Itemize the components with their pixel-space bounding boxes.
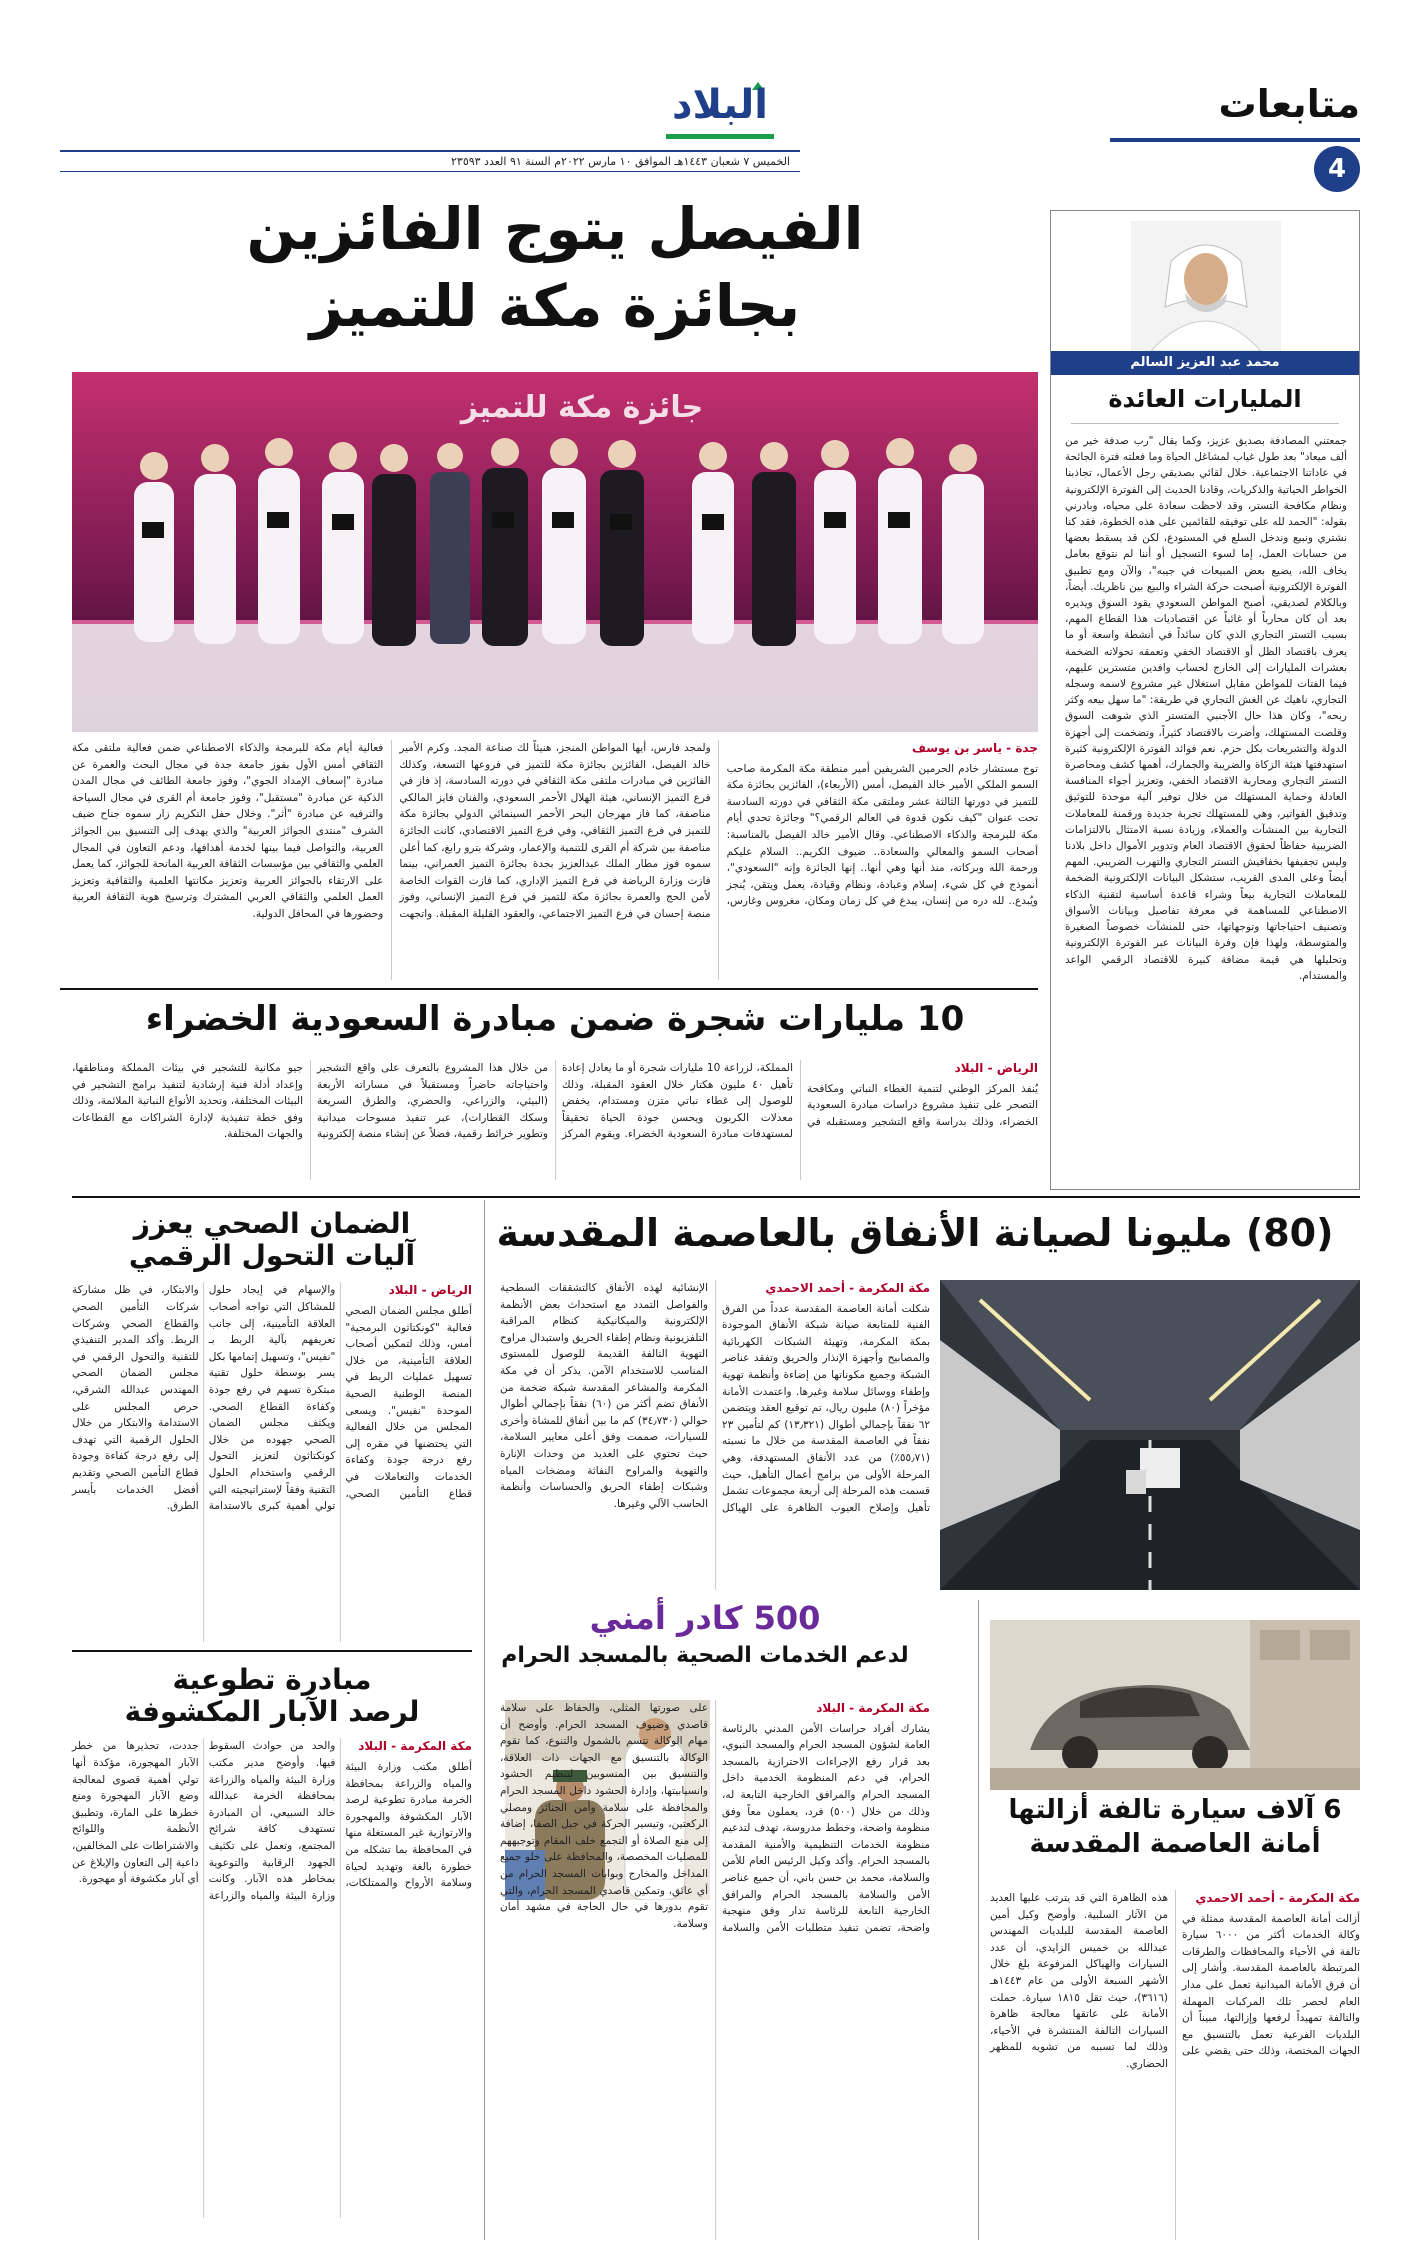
health-byline: الرياض - البلاد [388,1283,472,1298]
security-headline-line-2: لدعم الخدمات الصحية بالمسجد الحرام [501,1642,909,1668]
health-text: أطلق مجلس الضمان الصحي فعالية "كونكتاثون البرمجية" أمس، وذلك لتمكين أصحاب العلاقة التأمينية، من خلال تسهيل عمليات الربط في المنصة الوطنية الصحية الموحدة "نفيس". ويسعى المجلس من خلال الفعالية التي يحتضنها في مقره إلى رفع درجة جودة وكفاءة الخدمات والتعاملات في قطاع التأمين الصحي، والإسهام في إيجاد حلول للمشاكل التي تواجه أصحاب العلاقة التأمينية، إلى جانب تعريفهم بآلية الربط بـ "نفيس"، وتسهيل إتمامها بكل يسر بوسطة حلول تقنية مبتكرة تسهم في رفع جودة وكفاءة القطاع الصحي. ويكثف مجلس الضمان الصحي جهوده من خلال كونكتاثون لتعزيز التحول الرقمي واستخدام الحلول التقنية وفقاً لإستراتيجيته التي تولي أهمية كبرى بالاستدامة والابتكار، في ظل مشاركة شركات التأمين الصحي والقطاع الصحي وشركات الربط. وأكد المدير التنفيذي للتقنية والتحول الرقمي في مجلس الضمان الصحي المهندس عبدالله الشرقي، حرص المجلس على الاستدامة والابتكار من خلال الحلول الرقمية التي تهدف إلى رفع درجة كفاءة وجودة قطاع التأمين الصحي وتقديم أفضل الخدمات بأيسر الطرق. [72,1284,472,1513]
security-byline: مكة المكرمة - البلاد [816,1701,930,1715]
tunnels-headline: (80) مليونا لصيانة الأنفاق بالعاصمة المقدسة [496,1211,1334,1255]
logo [660,78,780,148]
column-text: جمعتني المصادفة بصديق عزيز، وكما يقال "رب صدفة خير من ألف ميعاد" بعد طول غياب لمشاغل الحياة وما فعلته فترة الجائحة في عاداتنا الاجتماعية. خلال لقائي بصديقي رجل الأعمال، تجاذبنا الخواطر الحياتية والذكريات، وقادنا الحديث إلى الفوترة الإلكترونية ونظام مكافحة التستر، وقد لاحظت سعادة على محياه، وبادرني بقوله: "الحمد لله على توفيقه للقائمين على هذه الخطوة، فقد كنا نشتري ونبيع وندخل السلع في المستودع، لكن قد يسقط بعضها من حسابات العمل، إما لسوء التسجيل أو أننا لم نتوقع بعامل يخاف الله، يضيع بعض المبيعات في جيبه"، والآن ومع تطبيق الفوترة الإلكترونية أصبحت حركة الشراء والبيع بين ناظريك. أيضاً، وبالكلام لصديقي، أصبح المواطن السعودي يقود السوق ويديره بعد أن كان محارباً أو غائباً عن اقتصاديات هذا القطاع المهم، بسبب التستر التجاري الذي كان سائداً في أنشطة واسعة أو ما يعرف باقتصاد الظل أو الاقتصاد الخفي وتعمقه تحولاته الضخمة بعشرات المليارات إلى الخارج لحساب وافدين متسترين عليهم، فيما الفتات للمواطن مقابل استغلال غير مشروع لاسمه وسجله التجاري، ناهيك عن الغش التجاري في طريقة: "ما سهل بيعه وكثر ربحه"، وكان هذا حال الأجنبي المتستر الذي شوهت السوق وقلصت المستهلك، وأضرت بالاقتصاد كثيراً، وتضخمت إلى أجهزة الدولة والتشريعات بكل حزم. نعم فوائد الفوترة الإلكترونية كثيرة استهدفتها هيئة الزكاة والضريبة والجمارك، أهمها كشف ومحاصرة التستر التجاري ومحاربة الاقتصاد الخفي، وتعزيز أجواء المنافسة العادلة وحماية المستهلك من خلال توفير آلية موحدة للتوثيق وتدقيق الفواتير، وهي للمستهلك تجربة جديدة ورقمنة للمعاملات التجارية بين المنشآت والعملاء، وزيادة نسبة الامتثال بالالتزامات الضريبية حفاظاً لحقوق الاقتصاد العام وتدوير الأموال داخل بلادنا وليس تجفيفها بخفافيش التستر التجاري والتهرب الضريبي. المهم أيضاً وعلى المدى القريب، ستشكل البيانات الإلكترونية الضخمة للمعاملات التجارية بيعاً وشراء قاعدة أساسية لتقنية الذكاء الاصطناعي للمساهمة في معرفة تفاصيل وبيانات الأسواق وتصنيف احتياجاتها وتوجهاتها، حتى للمنشآت خصوصاً الصغيرة والمتوسطة، ولهذا فإن وفرة البيانات عبر الفوترة الإلكترونية وتحليلها هي قيمة مضافة كبيرة للاقتصاد الرقمي الواعد والمستدام. [1065,435,1347,982]
lead-body [72,740,1038,980]
health-headline-line-1: الضمان الصحي يعزز [133,1207,411,1240]
security-headline-line-1: 500 كادر أمني [589,1599,821,1637]
health-headline-line-2: آليات التحول الرقمي [128,1239,416,1273]
page-number: 4 [1327,154,1347,184]
wells-text: أطلق مكتب وزارة البيئة والمياه والزراعة بمحافظة الخرمة مبادرة تطوعية لرصد الآبار المكشوفة والمهجورة والارتوازية غير المستغلة منها في المحافظة بما تشكله من خطورة بالغة وتهديد لحياة وسلامة الأرواح والممتلكات، والحد من حوادث السقوط فيها. وأوضح مدير مكتب وزارة البيئة والمياه والزراعة بمحافظة الخرمة عبدالله خالد السبيعي، أن المبادرة تستهدف كافة شرائح المجتمع، وتعمل على تكثيف الجهود الرقابية والتوعوية بمخاطر هذه الآبار. وكانت وزارة البيئة والمياه والزراعة جددت، تحذيرها من خطر الآبار المهجورة، مؤكدة أنها تولي أهمية قصوى لمعالجة وضع الآبار المهجورة ومنع خطرها على المارة، وتطبيق الأنظمة واللوائح والاشتراطات على المخالفين، داعية إلى التعاون والإبلاغ عن أي آبار مكشوفة أو مهجورة. [72,1740,472,1902]
lead-headline [60,196,1050,366]
wells-headline-line-2: لرصد الآبار المكشوفة [124,1695,420,1729]
burned-cars-text: أزالت أمانة العاصمة المقدسة ممثلة في وكالة الخدمات أكثر من ٦٠٠٠ سيارة تالفة في الأحياء والمحافظات والطرقات المرتبطة بالعاصمة المقدسة. وأشار إلى أن فرق الأمانة الميدانية تعمل على مدار العام لحصر تلك المركبات المهملة والتالفة تمهيداً لرفعها وإزالتها، مبيناً أن البلديات الفرعية تعمل بالتنسيق مع الجهات المختصة، وذلك حتى يقضي على هذه الظاهرة التي قد يترتب عليها العديد من الآثار السلبية. وأوضح وكيل أمين العاصمة المقدسة للبلديات المهندس عبدالله بن خميس الزايدي، أن عدد السيارات والهياكل المرفوعة بلغ خلال الأشهر السبعة الأولى من عام ١٤٤٣هـ (٣٦١٦)، حيث تقل ١٨١٥ سيارة. حملت الأمانة على عاتقها معالجة ظاهرة السيارات التالفة المنتشرة في الأحياء، وذلك لما تسببه من تشويه للمظهر الحضاري. [990,1892,1360,2070]
wells-byline: مكة المكرمة - البلاد [358,1739,472,1754]
lead-text: توج مستشار خادم الحرمين الشريفين أمير منطقة مكة المكرمة صاحب السمو الملكي الأمير خالد الفيصل، أمس (الأربعاء)، الفائزين بجائزة مكة للتميز في دورتها الثالثة عشر وملتقى مكة الثقافي في دورته السادسة تحت عنوان "كيف نكون قدوة في العالم الرقمي؟" وجائزة تحدي أيام مكة للبرمجة والذكاء الاصطناعي. وقال الأمير خالد الفيصل بالمناسبة: أصحاب السمو والمعالي والسعادة.. ضيوف الكريم.. السلام عليكم ورحمة الله وبركاته، منذ أنها وهي أنها.. إنها الجائزة وإنه "السعودي"، أنموذج في كل شيء، إسلام وعبادة، ونظام وقيادة، يعمل ويتقن، يُنجز ويُبدع.. لله دره من إنسان، يبدع في كل زمان ومكان، مغروس وغارس، ولمجد فارس، أيها المواطن المنجز، هنيئاً لك صناعة المجد. وكرم الأمير خالد الفيصل، الفائزين بجائزة مكة للتميز في فروعها التسعة، وكذلك الفائزين في مبادرات ملتقى مكة الثقافي في دورته السادسة، إذ فاز في فرع التميز الإنساني، هيئة الهلال الأحمر السعودي، والفنان فايز المالكي مناصفة، كما فاز مهرجان البحر الأحمر السينمائي الدولي بجائزة مكة للتميز في فرع التميز الثقافي، وفي فرع التميز الاقتصادي، كانت الجائزة مناصفة بين شركة أم القرى للتنمية والإعمار، وشركة بترو رابغ، كما أعلن سموه فوز مطار الملك عبدالعزيز بجدة بجائزة التميز العمراني، بينما فازت وزارة الرياضة في فرع التميز الإداري، كما فازت القوات الخاصة لأمن الحج والعمرة بجائزة مكة للتميز في فرع التميز الإنساني، وفوز منصة إحسان في فرع التميز الاجتماعي، والعقود القليلة المقبلة. واتجهت فعالية أيام مكة للبرمجة والذكاء الاصطناعي ضمن فعالية ملتقى مكة الثقافي أمس الأول بفوز جامعة جدة في مجال البحث والعمرة عن مبادرة "إسعاف الإمداد الجوي"، وفوز جامعة الطائف في مجال المدن الذكية عن مبادرة "مستقبل"، وفوز جامعة أم القرى في مجال السياحة والترفيه عن مبادرة "أثر". وخلال حفل التكريم زار سموه جناح ضيف الشرف "منتدى الجوائز العربية" والذي يهدف إلى التنسيق بين الجوائز العربية، والتواصل فيما بينها لخدمة أهدافها، ودعم التعاون في المجال العلمي والثقافي بين مؤسسات الثقافة العربية المانحة للجوائز، كما يعمل على الارتقاء بالجوائز العربية وتعزيز مكانتها العلمية والثقافية وتعزيز العمل العلمي والثقافي العربي المشترك وترسيخ هوية الثقافة العربية وحضورها في المحافل الدولية. [72,742,1038,920]
tunnels-byline: مكة المكرمة - أحمد الاحمدي [765,1281,930,1295]
section-label: متابعات [1218,82,1360,126]
lead-headline-line-2: بجائزة مكة للتميز [309,271,801,340]
stage-text: جائزة مكة للتميز [460,390,704,425]
tunnel-photo [940,1280,1360,1590]
burned-cars-headline-line-1: 6 آلاف سيارة تالفة أزالتها [1008,1795,1342,1825]
trees-headline: 10 مليارات شجرة ضمن مبادرة السعودية الخضراء [145,999,965,1039]
lead-byline: جدة - ياسر بن يوسف [911,741,1038,755]
column-title: المليارات العائدة [1108,385,1302,413]
lead-photo [72,372,1038,732]
security-body [500,1700,930,2240]
burned-cars-headline-line-2: أمانة العاصمة المقدسة [1029,1828,1321,1859]
tunnels-body [500,1280,930,1590]
burned-cars-body [990,1890,1360,2240]
dateline-bar [60,150,800,172]
author-name: محمد عبد العزيز السالم [1130,355,1280,370]
trees-byline: الرياض - البلاد [954,1061,1038,1075]
author-portrait-icon [1131,221,1281,351]
tunnels-text: شكلت أمانة العاصمة المقدسة عدداً من الفرق الفنية للمتابعة صيانة شبكة الأنفاق الموجودة بمكة المكرمة، وتهيئة الشبكات الكهربائية والمصابيح وأجهزة الإنذار والحريق وتفقد عناصر الشبكة وجميع مكوناتها من إضاءة وأنظمة تهوية وإطفاء ووسائل سلامة وغيرها. واعتمدت الأمانة مؤخراً (٨٠) مليون ريال، تم توقيع العقد ويتضمن ٦٢ نفقاً بإجمالي أطوال (١٣٫٣٢١) كم لتأمين ٢٣ نفقاً في العاصمة المقدسة من خلال ما نسبته (٥٥٫٧١٪) من عدد الأنفاق المستهدفة، وهي المرحلة الأولى من برامج أعمال التأهيل، حيث قسمت هذه المرحلة إلى أربعة مجموعات تشمل تأهيل وإصلاح العيوب الظاهرة على الهياكل الإنشائية لهذه الأنفاق كالتشققات السطحية والفواصل التمدد مع استحداث بعض الأنظمة الإلكترونية والميكانيكية كنظام المراقبة التلفزيونية ونظام إطفاء الحريق واستبدال مراوح التهوية التالفة القديمة للوصول للمستوى المناسب للاستخدام الآمن. يذكر أن في مكة المكرمة والمشاعر المقدسة شبكة ضخمة من الأنفاق تضم أكثر من (٦٠) نفقاً بإجمالي أطوال حوالي (٣٤٫٧٣٠) كم ما بين أنفاق للمشاة وأخرى للسيارات، صممت وفق أعلى معايير السلامة، حيث تحتوي على العديد من وحدات الإنارة والتهوية والمراوح النفاثة ومضخات المياه وشبكات إطفاء الحريق والحساسات وأنظمة الحاسب الآلي وغيرها. [500,1282,930,1514]
burned-car-image [990,1620,1360,1790]
wells-story [72,1656,472,2246]
lead-headline-line-1: الفيصل يتوج الفائزين [246,195,864,263]
burned-cars-headline [990,1796,1360,1886]
section-underline [1110,138,1360,142]
health-story [72,1196,472,1646]
logo-text: البلاد [672,82,768,128]
burned-cars-byline: مكة المكرمة - أحمد الاحمدي [1195,1891,1360,1905]
opinion-column [1050,210,1360,1190]
author-name-bar [1051,351,1359,375]
tunnel-image [940,1280,1360,1590]
award-ceremony-image [72,372,1038,732]
trees-text: يُنفذ المركز الوطني لتنمية الغطاء النباتي ومكافحة التصحر على تنفيذ مشروع دراسات مبادرة السعودية الخضراء، وذلك بدراسة واقع التشجير ومستقبله في المملكة، لزراعة 10 مليارات شجرة أو ما يعادل إعادة تأهيل ٤٠ مليون هكتار خلال العقود المقبلة، وذلك للوصول إلى غطاء نباتي متزن ومستدام، يخفض معدلات الكربون ويحسن جودة الحياة تحقيقاً لمستهدفات مبادرة السعودية الخضراء. ويقوم المركز من خلال هذا المشروع بالتعرف على واقع التشجير واحتياجاته حاضراً ومستقبلاً في مساراته الأربعة (البيئي، والزراعي، والحضري، والطرق السريعة وسكك القطارات)، عبر تنفيذ مسوحات ميدانية وتطوير خرائط رقمية، فضلاً عن إنشاء منصة إلكترونية جيو مكانية للتشجير في بيئات المملكة ومناطقها، وإعداد أدلة فنية إرشادية لتنفيذ برامج التشجير في البيئات المختلفة، وتحديد الأنواع النباتية الملائمة، وذلك وفق خطة تنفيذية لإدارة الشراكات مع القطاعات والجهات المختلفة. [72,1062,1038,1141]
burned-car-photo [990,1620,1360,1790]
health-body [72,1282,472,1642]
page-number-badge [1314,146,1360,192]
author-photo [1131,221,1281,351]
security-text: يشارك أفراد حراسات الأمن المدني بالرئاسة العامة لشؤون المسجد الحرام والمسجد النبوي، بعد قرار رفع الإجراءات الاحترازية بالمسجد الحرام، في دعم المنظومة الخدمية داخل المسجد الحرام والمرافق الخارجية التابعة له، وذلك من خلال (٥٠٠) فرد، يعملون معاً وفق منظومة واضحة، وخطط مدروسة، تهدف لتدعيم منظومة الخدمات التنظيمية والأمنية المقدمة بالمسجد الحرام. وأكد وكيل الرئيس العام للأمن والسلامة، محمد بن حسن باني، أن جميع عناصر الأمن والسلامة بالمسجد الحرام والمرافق الخارجية التابعة للرئاسة تدار وفق منهجية واضحة، تضمن تنفيذ متطلبات الأمن والسلامة على صورتها المثلى، والحفاظ على سلامة قاصدي وضيوف المسجد الحرام. وأوضح أن مهام الوكالة تتسم بالشمول والتنوع، كما تقوم الوكالة بالتنسيق مع الجهات ذات العلاقة، والتنسيق بين المنسوبين لتنظيم الحشود وانسيابيتها، وإدارة الحشود داخل المسجد الحرام والمحافظة على سلامة وأمن الجنائز ومصلي الركعتين، وتيسير الحركة في جبل الصفا، إضافة إلى منع الصلاة أو التجمع خلف المقام وتوجيههم للمصليات المخصصة، والمحافظة على خلو جميع المداخل والمخارج وبوابات المسجد الحرام من أي عائق، وتمكين قاصدي المسجد الحرام، والتي تقوم بدورها في حال الحاجة في مشهد أمان وسلامة. [500,1702,930,1934]
wells-headline-line-1: مبادرة تطوعية [172,1663,372,1696]
dateline: الخميس ٧ شعبان ١٤٤٣هـ الموافق ١٠ مارس ٢٠٢٢م السنة ٩١ العدد ٢٣٥٩٣ [451,155,790,168]
trees-body [72,1060,1038,1180]
masthead [0,0,1420,184]
wells-body [72,1738,472,2218]
security-headline [480,1600,930,1690]
